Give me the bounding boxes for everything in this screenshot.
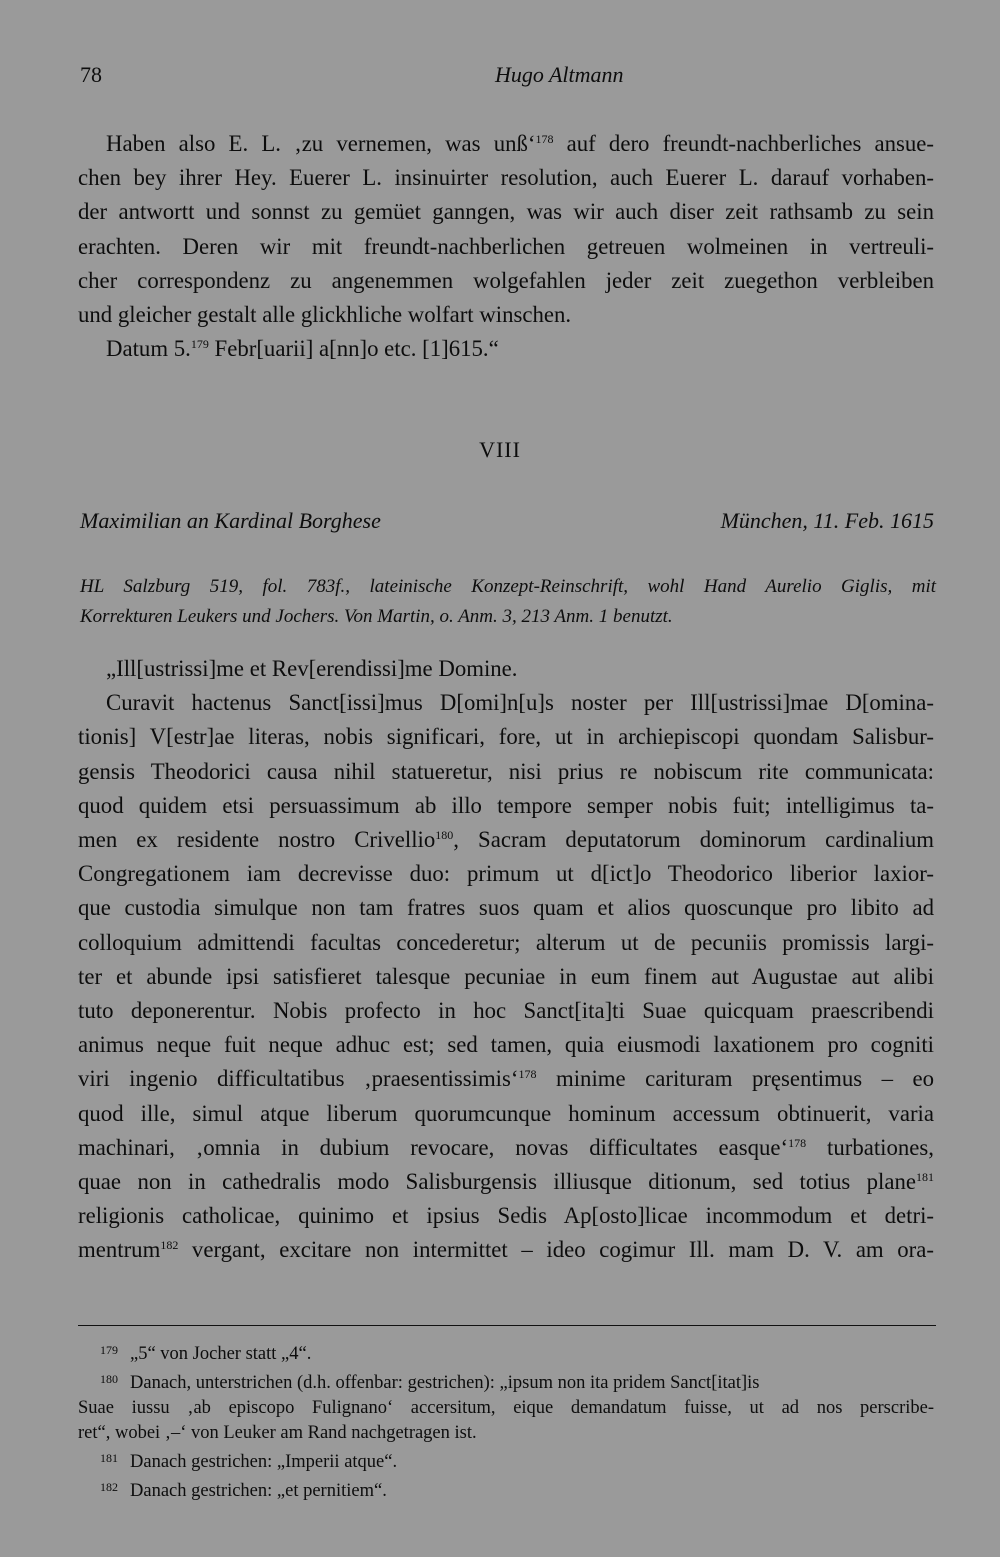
text-line: animus neque fuit neque adhuc est; sed tamen, quia eiusmodi laxationem pro cogniti	[78, 1032, 934, 1058]
text-line: quae non in cathedralis modo Salisburgensis illiusque ditionum, sed totius plane$^{181}$	[78, 1169, 934, 1195]
text-line: men ex residente nostro Crivellio$^{180}$, Sacram deputatorum dominorum cardinalium	[78, 827, 934, 853]
text-line: colloquium admittendi facultas concederetur; alterum ut de pecuniis promissis largi-	[78, 929, 934, 955]
footnote-180-cont: ret“, wobei ‚–‘ von Leuker am Rand nachgetragen ist.	[78, 1423, 477, 1443]
source-note	[80, 572, 936, 632]
footnote-ref: 182	[160, 1238, 179, 1253]
footnote-ref: 178	[535, 132, 554, 146]
footnote-ref: 178	[518, 1067, 537, 1082]
text-line: cher correspondenz zu angenemmen wolgefahlen jeder zeit zuegethon verbleiben	[78, 267, 934, 293]
footnote-number: 180	[100, 1372, 118, 1386]
footnote-180: 180 Danach, unterstrichen (d.h. offenbar: gestrichen): „ipsum non ita pridem Sanct[itat]is	[78, 1367, 934, 1396]
footnote-number: 181	[100, 1451, 118, 1465]
text-line: tionis] V[estr]ae literas, nobis significari, fore, ut in archiepiscopi quondam Salisbur-	[78, 724, 934, 750]
footnote-ref: 179	[190, 337, 209, 352]
text-line: Congregationem iam decrevisse duo: primum ut d[ict]o Theodorico liberior laxior-	[78, 861, 934, 887]
running-title: Hugo Altmann	[495, 62, 624, 87]
text-line: ter et abunde ipsi satisfieret talesque pecuniae in eum finem aut Augustae aut alibi	[78, 963, 934, 989]
datum-line: Datum 5.$^{179}$ Febr[uarii] a[nn]o etc. [1]615.“	[106, 336, 499, 362]
page-number: 78	[80, 62, 102, 87]
letter-body	[78, 652, 934, 1268]
footnote-divider	[78, 1325, 936, 1326]
text-line: erachten. Deren wir mit freundt-nachberlichen getreuen wolmeinen in vertreuli-	[78, 233, 934, 259]
footnotes	[78, 1338, 934, 1504]
document-heading: Maximilian an Kardinal Borghese	[80, 508, 381, 533]
text-line: gensis Theodorici causa nihil statueretur, nisi prius re nobiscum rite communicata:	[78, 758, 934, 784]
text-line: viri ingenio difficultatibus ‚praesentissimis‘$^{178}$ minime carituram pręsentimus – eo	[78, 1066, 935, 1092]
text-line: Haben also E. L. ‚zu vernemen, was unß‘$^{178}$ auf dero freundt-nachberliches ansue-	[106, 131, 934, 156]
footnote-ref: 178	[788, 1135, 807, 1150]
text-line: religionis catholicae, quinimo et ipsius Sedis Ap[osto]licae incommodum et detri-	[78, 1203, 934, 1229]
text-line: der antwortt und sonnst zu gemüet ganngen, was wir auch diser zeit rathsamb zu sein	[78, 199, 934, 225]
footnote-ref: 181	[916, 1170, 934, 1185]
document-place-date: München, 11. Feb. 1615	[720, 508, 934, 533]
text-line: chen bey ihrer Hey. Euerer L. insinuirter resolution, auch Euerer L. darauf vorhaben-	[78, 165, 934, 191]
footnote-182: 182 Danach gestrichen: „et pernitiem“.	[78, 1475, 934, 1504]
text-line: und gleicher gestalt alle glickhliche wolfart winschen.	[78, 302, 572, 328]
text-line: Korrekturen Leukers und Jochers. Von Martin, o. Anm. 3, 213 Anm. 1 benutzt.	[80, 606, 673, 627]
text-line: tuto deponerentur. Nobis profecto in hoc Sanct[ita]ti Suae quicquam praescribendi	[78, 998, 934, 1024]
text-line: HL Salzburg 519, fol. 783f., lateinische Konzept-Reinschrift, wohl Hand Aurelio Giglis, mit	[80, 576, 936, 597]
text-line: Curavit hactenus Sanct[issi]mus D[omi]n[u]s noster per Ill[ustrissi]mae D[omina-	[106, 690, 934, 716]
footnote-181: 181 Danach gestrichen: „Imperii atque“.	[78, 1446, 934, 1475]
letter-closing-paragraph	[78, 127, 934, 366]
text-line: que custodia simulque non tam fratres suos quam et alios quoscunque pro libito ad	[78, 895, 934, 921]
footnote-ref: 180	[435, 828, 454, 843]
salutation: „Ill[ustrissi]me et Rev[erendissi]me Domine.	[106, 656, 518, 681]
footnote-179: 179 „5“ von Jocher statt „4“.	[78, 1338, 934, 1367]
text-line: quod quidem etsi persuassimum ab illo tempore semper nobis fuit; intelligimus ta-	[78, 792, 934, 818]
footnote-180-cont: Suae iussu ‚ab episcopo Fulignano‘ accersitum, eique demandatum fuisse, ut ad nos perscribe-	[78, 1398, 934, 1418]
footnote-number: 182	[100, 1480, 118, 1494]
text-line: quod ille, simul atque liberum quorumcunque hominum accessum obtinuerit, varia	[78, 1100, 934, 1126]
footnote-number: 179	[100, 1343, 118, 1357]
text-line: mentrum$^{182}$ vergant, excitare non intermittet – ideo cogimur Ill. mam D. V. am ora-	[78, 1237, 934, 1263]
section-number: VIII	[479, 437, 521, 462]
text-line: machinari, ‚omnia in dubium revocare, novas difficultates easque‘$^{178}$ turbationes,	[78, 1134, 934, 1160]
